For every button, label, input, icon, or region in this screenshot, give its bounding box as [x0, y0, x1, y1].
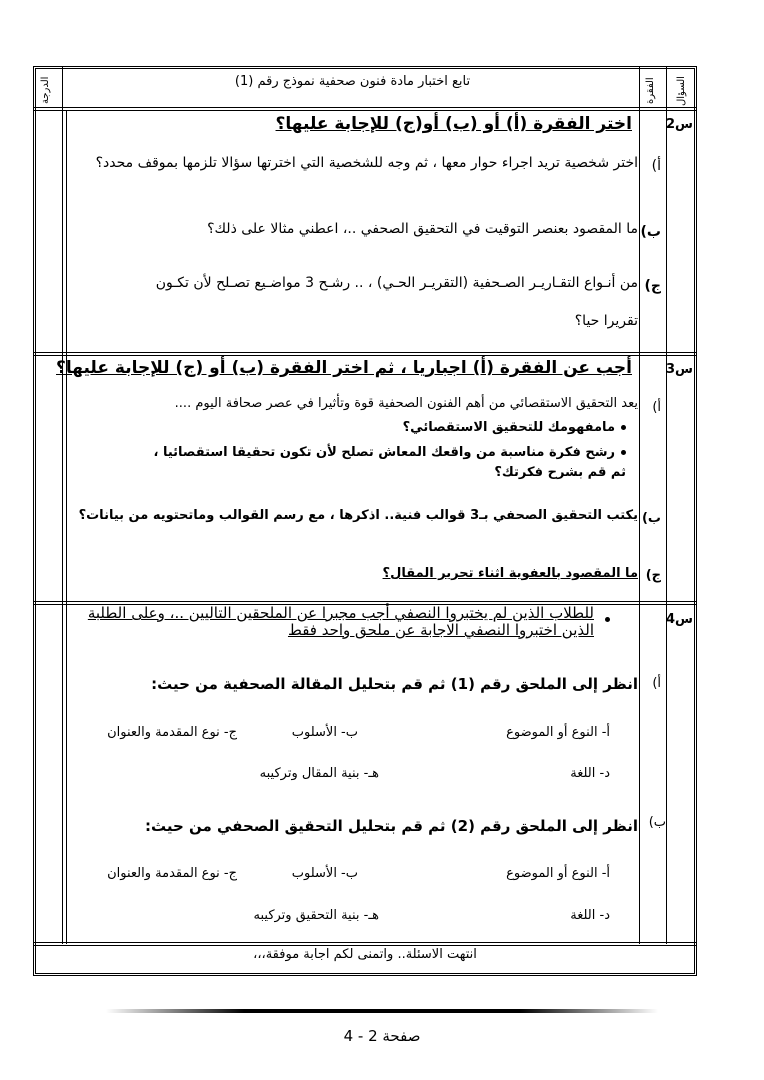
bullet-icon	[621, 425, 626, 430]
q4-b-option-2: ب- الأسلوب	[291, 866, 358, 881]
q4-b-option-4: د- اللغة	[570, 908, 610, 923]
q2-c-text-line1: من أنـواع التقـاريـر الصـحفية (التقريـر الحـي) ، .. رشـح 3 مواضـيع تصـلح لأن تكـون	[155, 275, 638, 291]
q2-c-text-line2: تقريرا حيا؟	[574, 313, 638, 329]
question-column-divider	[666, 66, 667, 944]
q2-heading: اختر الفقرة (أ) أو (ب) أو(ج) للإجابة عليها؟	[275, 114, 632, 134]
q3-b-label: ب)	[641, 511, 661, 526]
q2-b-text: ما المقصود بعنصر التوقيت في التحقيق الصحفي ..، اعطني مثالا على ذلك؟	[207, 221, 638, 237]
bullet-icon	[621, 450, 626, 455]
header-divider-inner	[33, 110, 697, 111]
q3-a-text: يعد التحقيق الاستقصائي من أهم الفنون الصحفية قوة وتأثيرا في عصر صحافة اليوم ....	[174, 396, 638, 411]
q4-a-option-3: ج- نوع المقدمة والعنوان	[107, 725, 237, 740]
q3-a-bullet-2	[146, 443, 626, 483]
q3-a-label: أ)	[652, 400, 661, 415]
page-number: صفحة 2 - 4	[343, 1027, 421, 1045]
q4-b-option-3: ج- نوع المقدمة والعنوان	[107, 866, 237, 881]
bullet-icon	[605, 617, 610, 622]
closing-divider	[33, 942, 697, 943]
q4-b-option-1: أ- النوع أو الموضوع	[506, 866, 610, 881]
q2-a-text: اختر شخصية تريد اجراء حوار معها ، ثم وجه للشخصية التي اخترتها سؤالا تلزمها بموقف محدد؟	[95, 155, 638, 171]
q3-a-bullet-1	[403, 420, 626, 435]
q4-a-option-2: ب- الأسلوب	[291, 725, 358, 740]
header-divider	[33, 107, 697, 108]
q4-b-heading: انظر إلى الملحق رقم (2) ثم قم بتحليل التحقيق الصحفي من حيث:	[144, 817, 638, 835]
grade-column-divider	[62, 66, 63, 944]
q4-b-label: ب)	[648, 815, 666, 830]
q2-divider-inner	[33, 355, 697, 356]
q2-number: س2	[666, 117, 693, 132]
footer-divider	[106, 1009, 658, 1013]
q3-c-text: ما المقصود بالعفوية اثناء تحرير المقال؟	[382, 566, 638, 581]
q4-a-option-4: د- اللغة	[570, 766, 610, 781]
q3-a-bullet-1-text: مامفهومك للتحقيق الاستقصائي؟	[402, 420, 615, 435]
q3-number: س3	[666, 362, 693, 377]
q3-b-text: يكتب التحقيق الصحفي بـ3 قوالب فنية.. اذكرها ، مع رسم القوالب وماتحتويه من بيانات؟	[78, 508, 638, 523]
q4-a-option-5: هـ- بنية المقال وتركيبه	[259, 766, 379, 781]
item-column-header: الفقرة	[645, 77, 656, 104]
q4-a-heading: انظر إلى الملحق رقم (1) ثم قم بتحليل المقالة الصحفية من حيث:	[151, 675, 638, 693]
q3-a-bullet-2-text: رشح فكرة مناسبة من واقعك المعاش تصلح لأن تكون تحقيقا استقصائيا ، ثم قم بشرح فكرتك؟	[153, 445, 626, 480]
q4-a-label: أ)	[652, 676, 661, 691]
q2-divider	[33, 352, 697, 353]
q3-c-label: ج)	[645, 568, 661, 583]
q4-a-option-1: أ- النوع أو الموضوع	[506, 725, 610, 740]
question-column-header: السؤال	[676, 76, 687, 106]
q4-number: س4	[666, 612, 693, 627]
q2-b-label: ب)	[640, 224, 661, 240]
exam-title: تابع اختبار مادة فنون صحفية نموذج رقم (1)	[234, 74, 471, 89]
q4-note-bullet	[599, 614, 610, 625]
q2-c-label: ج)	[644, 278, 661, 294]
q3-heading: أجب عن الفقرة (أ) اجباريا ، ثم اختر الفقرة (ب) أو (ج) للإجابة عليها؟	[56, 358, 632, 378]
q4-b-option-5: هـ- بنية التحقيق وتركيبه	[253, 908, 379, 923]
item-column-divider	[639, 66, 640, 944]
q4-note: للطلاب الذين لم يختبروا النصفي أجب مجبرا عن الملحقين التاليين ..، وعلى الطلبة الذين اختبروا النصفي الاجابة عن ملحق واحد فقط	[87, 604, 594, 639]
q2-a-label: أ)	[651, 158, 661, 174]
grade-column-divider-inner	[66, 110, 67, 944]
grade-column-header: الدرجة	[40, 76, 51, 104]
closing-message: انتهت الاسئلة.. واتمنى لكم اجابة موفقة،،،	[253, 947, 477, 962]
closing-divider-inner	[33, 945, 697, 946]
q3-divider	[33, 601, 697, 602]
